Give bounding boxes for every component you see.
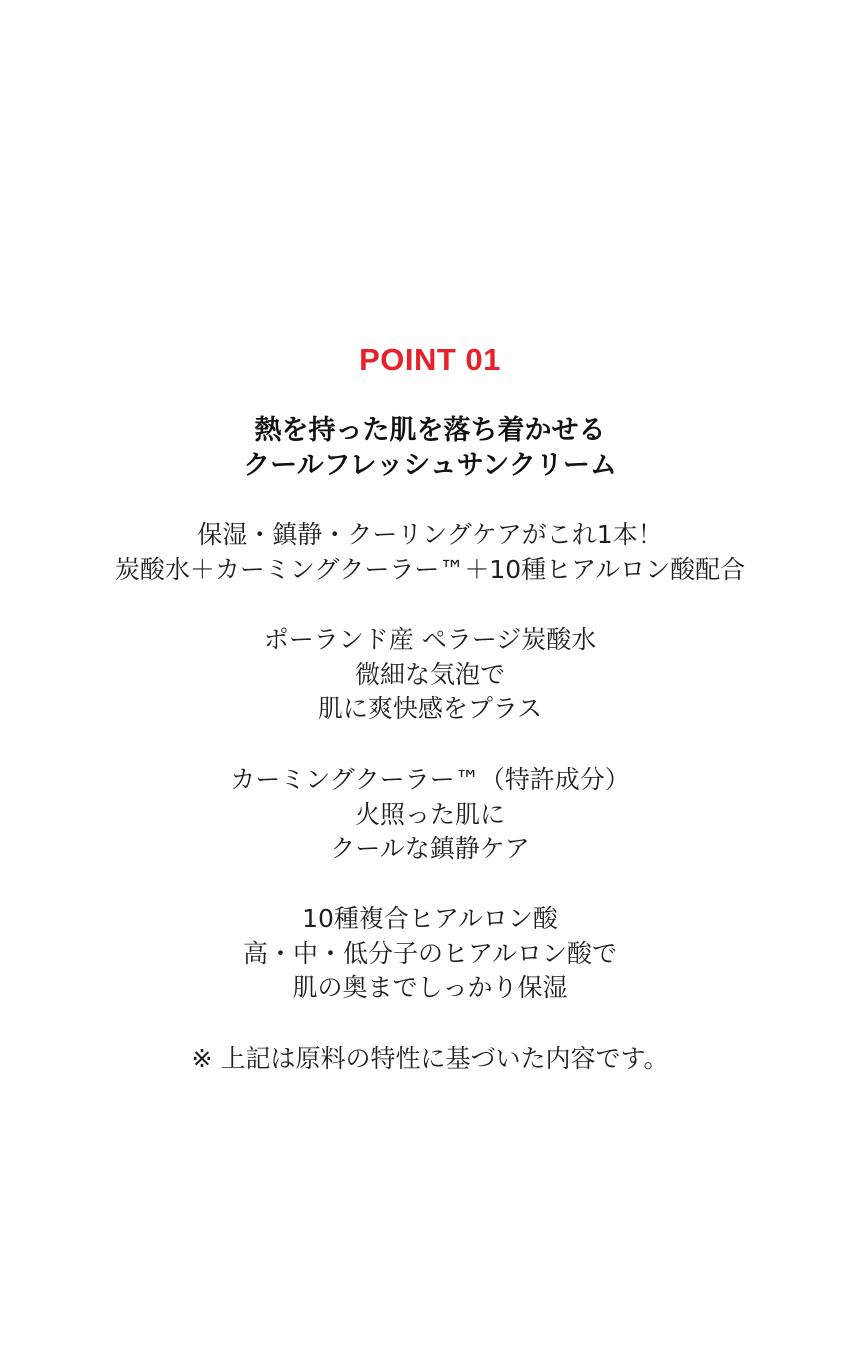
disclaimer-note [0,1042,860,1077]
headline [0,413,860,483]
calming-cooler-line-3: クールな鎮静ケア [330,834,530,863]
hyaluronic-acid-block [0,902,860,1006]
headline-line-1: 熱を持った肌を落ち着かせる [254,415,606,446]
hyaluronic-acid-line-3: 肌の奥までしっかり保湿 [292,973,568,1002]
intro-line-2: 炭酸水＋カーミングクーラー™＋10種ヒアルロン酸配合 [114,554,746,584]
intro-block [0,518,860,587]
carbonated-water-line-2: 微細な気泡で [354,659,505,689]
carbonated-water-line-3: 肌に爽快感をプラス [317,694,543,723]
disclaimer-text: ※ 上記は原料の特性に基づいた内容です。 [191,1044,669,1073]
carbonated-water-line-1: ポーランド産 ペラージ炭酸水 [263,625,597,654]
hyaluronic-acid-line-2: 高・中・低分子のヒアルロン酸で [242,938,617,968]
point-label: POINT 01 [359,342,501,377]
calming-cooler-line-1: カーミングクーラー™（特許成分） [230,765,630,794]
calming-cooler-line-2: 火照った肌に [354,799,505,829]
intro-line-1: 保湿・鎮静・クーリングケアがこれ1本！ [197,520,663,549]
calming-cooler-block [0,763,860,867]
hyaluronic-acid-line-1: 10種複合ヒアルロン酸 [302,904,558,933]
headline-line-2: クールフレッシュサンクリーム [243,450,617,481]
carbonated-water-block [0,623,860,727]
